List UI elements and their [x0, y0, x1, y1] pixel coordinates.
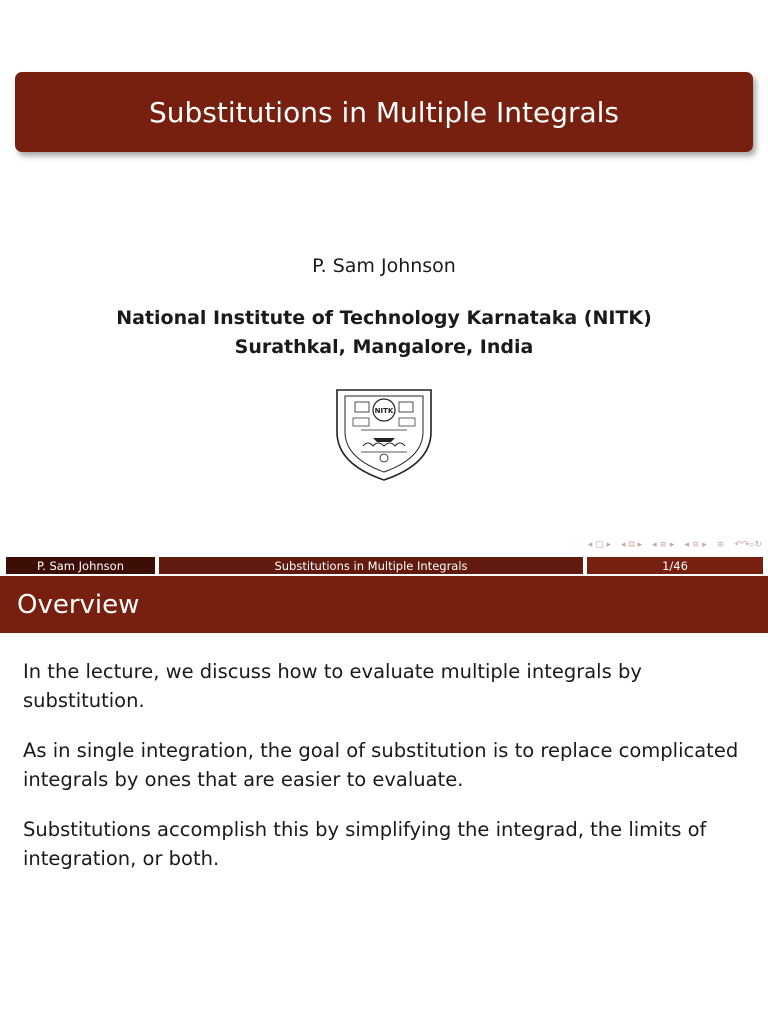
- beamer-navigation-bar[interactable]: [588, 538, 762, 552]
- institution-line-2: Surathkal, Mangalore, India: [234, 336, 534, 358]
- seal-badge: NITK: [374, 407, 394, 415]
- slide-title-box: [15, 72, 753, 152]
- footer-title: Substitutions in Multiple Integrals: [159, 557, 583, 574]
- slide-title: Substitutions in Multiple Integrals: [148, 95, 620, 129]
- nav-align-icon[interactable]: ≡: [716, 540, 725, 550]
- nav-search-icon[interactable]: ↶↷⌕↻: [734, 540, 762, 550]
- footer-bar: [6, 557, 763, 574]
- nav-subsection-align-icon[interactable]: ◂ ≡ ▸: [684, 540, 707, 550]
- paragraph-1: In the lecture, we discuss how to evaluate multiple integrals by substitution.: [23, 660, 642, 712]
- paragraph-2: As in single integration, the goal of substitution is to replace complicated integrals by ones that are easier to evaluate.: [23, 739, 739, 791]
- frame-title: Overview: [0, 576, 768, 633]
- nitk-seal-logo: [331, 382, 437, 482]
- institution: [0, 304, 768, 362]
- footer-page: 1/46: [587, 557, 763, 574]
- nav-section-icon[interactable]: ◂ ≡ ▸: [652, 540, 675, 550]
- overview-slide: [0, 576, 768, 1024]
- footer-author: P. Sam Johnson: [6, 557, 155, 574]
- nav-subsection-icon[interactable]: ◂ ⧉ ▸: [620, 540, 643, 550]
- paragraph-3: Substitutions accomplish this by simplifying the integrad, the limits of integration, or both.: [23, 818, 707, 870]
- author-name: P. Sam Johnson: [312, 255, 456, 277]
- institution-line-1: National Institute of Technology Karnataka (NITK): [116, 307, 652, 329]
- nav-frame-prev-icon[interactable]: ◂ ▢ ▸: [587, 540, 611, 550]
